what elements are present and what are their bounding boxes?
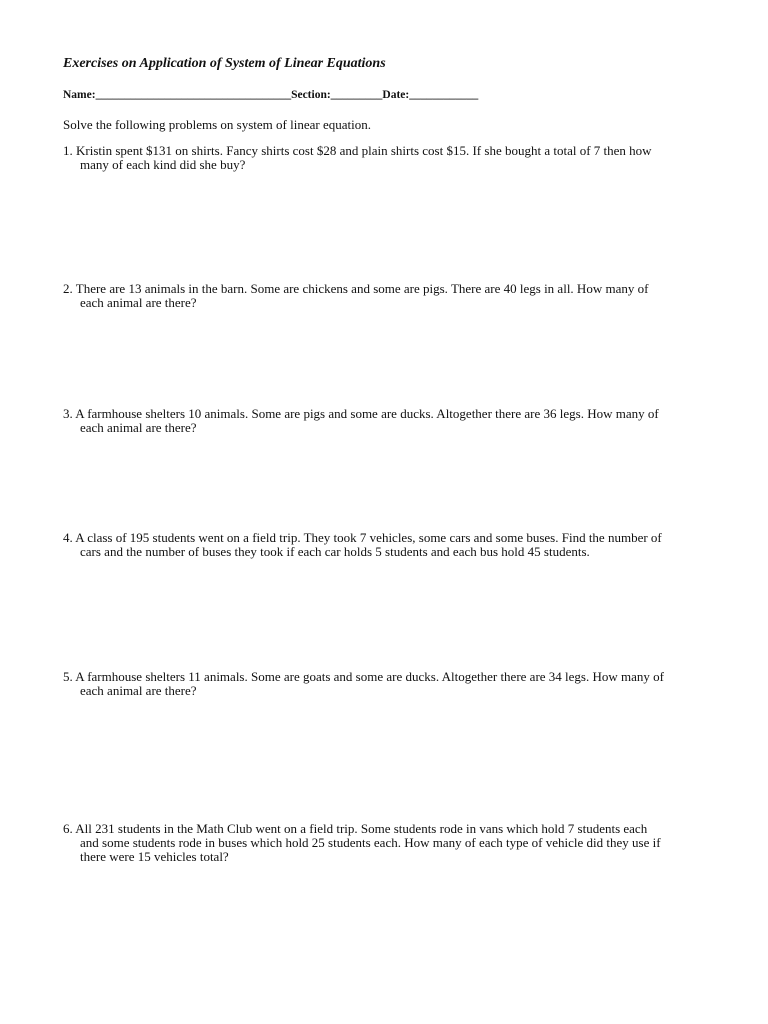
problem-line: each animal are there? <box>80 295 197 310</box>
problem-3 <box>63 407 723 435</box>
problem-line: 3. A farmhouse shelters 10 animals. Some are pigs and some are ducks. Altogether there are 36 legs. How many of <box>63 406 659 421</box>
problem-line: cars and the number of buses they took if each car holds 5 students and each bus hold 45 students. <box>80 544 590 559</box>
problem-line: each animal are there? <box>80 420 197 435</box>
problem-line: 5. A farmhouse shelters 11 animals. Some are goats and some are ducks. Altogether there are 34 legs. How many of <box>63 669 664 684</box>
problem-line: 6. All 231 students in the Math Club went on a field trip. Some students rode in vans which hold 7 students each <box>63 821 648 836</box>
problem-line: and some students rode in buses which hold 25 students each. How many of each type of vehicle did they use if <box>80 835 661 850</box>
problem-4 <box>63 531 723 559</box>
problem-line: 1. Kristin spent $131 on shirts. Fancy shirts cost $28 and plain shirts cost $15. If she bought a total of 7 then how <box>63 143 652 158</box>
problem-6 <box>63 822 723 864</box>
instructions: Solve the following problems on system of linear equation. <box>63 117 371 132</box>
page-title: Exercises on Application of System of Linear Equations <box>63 56 386 71</box>
problem-5 <box>63 670 723 698</box>
problem-line: there were 15 vehicles total? <box>80 849 229 864</box>
problem-line: many of each kind did she buy? <box>80 157 246 172</box>
name-section-date-fields: Name:__________________________________Section:_________Date:____________ <box>63 89 479 101</box>
problem-line: 4. A class of 195 students went on a field trip. They took 7 vehicles, some cars and some buses. Find the number of <box>63 530 662 545</box>
problem-line: 2. There are 13 animals in the barn. Some are chickens and some are pigs. There are 40 legs in all. How many of <box>63 281 649 296</box>
problem-line: each animal are there? <box>80 683 197 698</box>
problem-1 <box>63 144 723 172</box>
problem-2 <box>63 282 723 310</box>
